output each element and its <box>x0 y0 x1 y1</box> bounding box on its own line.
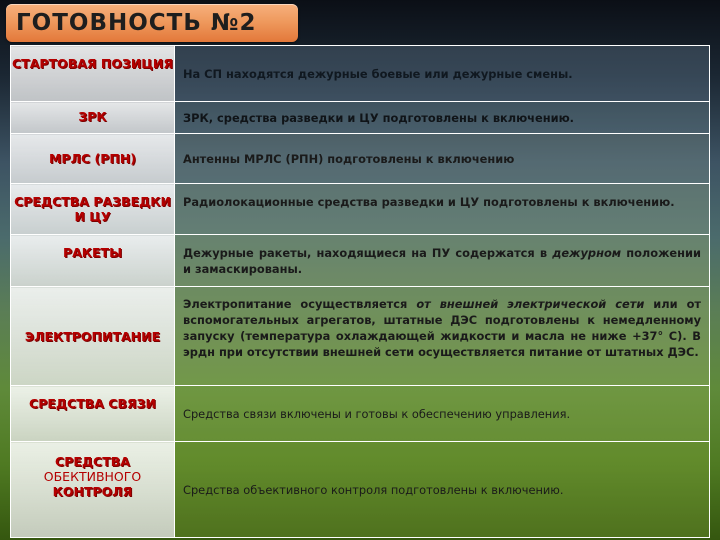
page-title: ГОТОВНОСТЬ №2 <box>16 10 257 36</box>
table-row <box>11 235 710 287</box>
label-line: СРЕДСТВА <box>55 454 130 469</box>
table-row <box>11 287 710 386</box>
desc-part: Дежурные ракеты, находящиеся на ПУ содержатся в <box>183 246 553 260</box>
table-row <box>11 442 710 538</box>
row-label: СТАРТОВАЯ ПОЗИЦИЯ <box>11 46 175 102</box>
row-label <box>11 442 175 538</box>
desc-part: или от вспомогательных агрегатов, штатные ДЭС подготовлены к немедленному запуску (температура охлаждающей жидкости и масла не ниже +37° С). В эрдн при отсутствии внешней сети осуществляется питание от штатных ДЭС. <box>183 297 701 359</box>
row-description: На СП находятся дежурные боевые или дежурные смены. <box>175 46 710 102</box>
row-label: РАКЕТЫ <box>11 235 175 287</box>
desc-part: Средства объективного контроля подготовлены к включению. <box>183 482 564 497</box>
desc-italic: от внешней электрической сети <box>416 297 645 311</box>
table-row <box>11 386 710 442</box>
desc-part: Средства связи включены и готовы к обеспечению управления. <box>183 406 571 421</box>
row-description: Антенны МРЛС (РПН) подготовлены к включению <box>175 134 710 184</box>
row-description <box>175 287 710 386</box>
table-row <box>11 46 710 102</box>
title-tab <box>6 4 298 42</box>
row-description <box>175 386 710 442</box>
row-description <box>175 442 710 538</box>
label-line: КОНТРОЛЯ <box>52 484 133 499</box>
row-description: Радиолокационные средства разведки и ЦУ подготовлены к включению. <box>175 184 710 235</box>
row-label: ЗРК <box>11 102 175 134</box>
row-description: ЗРК, средства разведки и ЦУ подготовлены к включению. <box>175 102 710 134</box>
table-row <box>11 102 710 134</box>
desc-part: Электропитание осуществляется <box>183 297 417 311</box>
row-label: СРЕДСТВА РАЗВЕДКИ И ЦУ <box>11 184 175 235</box>
row-label: ЭЛЕКТРОПИТАНИЕ <box>11 287 175 386</box>
label-line: ОБЕКТИВНОГО <box>43 469 142 484</box>
desc-italic: дежурном <box>552 246 622 260</box>
row-description <box>175 235 710 287</box>
row-label: СРЕДСТВА СВЯЗИ <box>11 386 175 442</box>
readiness-table <box>10 45 710 538</box>
desc-part: положении и замаскированы. <box>183 246 701 276</box>
table-row <box>11 134 710 184</box>
table-row <box>11 184 710 235</box>
row-label: МРЛС (РПН) <box>11 134 175 184</box>
